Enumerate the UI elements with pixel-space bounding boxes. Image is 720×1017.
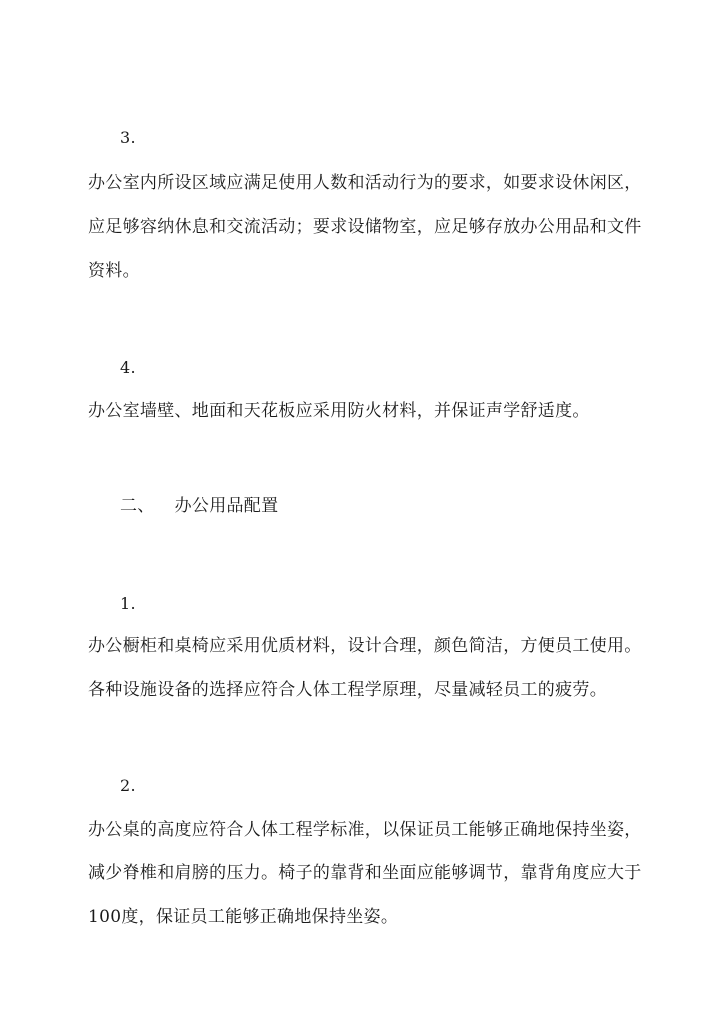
paragraph-3-line-1: 办公室内所设区域应满足使用人数和活动行为的要求，如要求设休闲区， (88, 173, 642, 193)
item-number-4: 4. (120, 358, 136, 377)
paragraph-3-line-2: 应足够容纳休息和交流活动；要求设储物室，应足够存放办公用品和文件 (88, 217, 642, 237)
item-number-3: 3. (120, 128, 136, 147)
paragraph-4-line-1: 办公室墙壁、地面和天花板应采用防火材料，并保证声学舒适度。 (88, 401, 590, 421)
section-heading (120, 494, 278, 518)
item-number-1: 1. (120, 594, 136, 613)
paragraph-3-line-3: 资料。 (88, 261, 140, 281)
paragraph-2-line-2: 减少脊椎和肩膀的压力。椅子的靠背和坐面应能够调节，靠背角度应大于 (88, 863, 642, 883)
paragraph-1-line-2: 各种设施设备的选择应符合人体工程学原理，尽量减轻员工的疲劳。 (88, 680, 607, 700)
paragraph-2-line-3: 100度，保证员工能够正确地保持坐姿。 (88, 907, 399, 927)
item-number-2: 2. (120, 776, 136, 795)
section-heading-number: 二、 (120, 496, 155, 516)
section-heading-title: 办公用品配置 (174, 496, 279, 516)
paragraph-2-line-1: 办公桌的高度应符合人体工程学标准，以保证员工能够正确地保持坐姿， (88, 820, 642, 840)
paragraph-1-line-1: 办公橱柜和桌椅应采用优质材料，设计合理，颜色简洁，方便员工使用。 (88, 636, 642, 656)
